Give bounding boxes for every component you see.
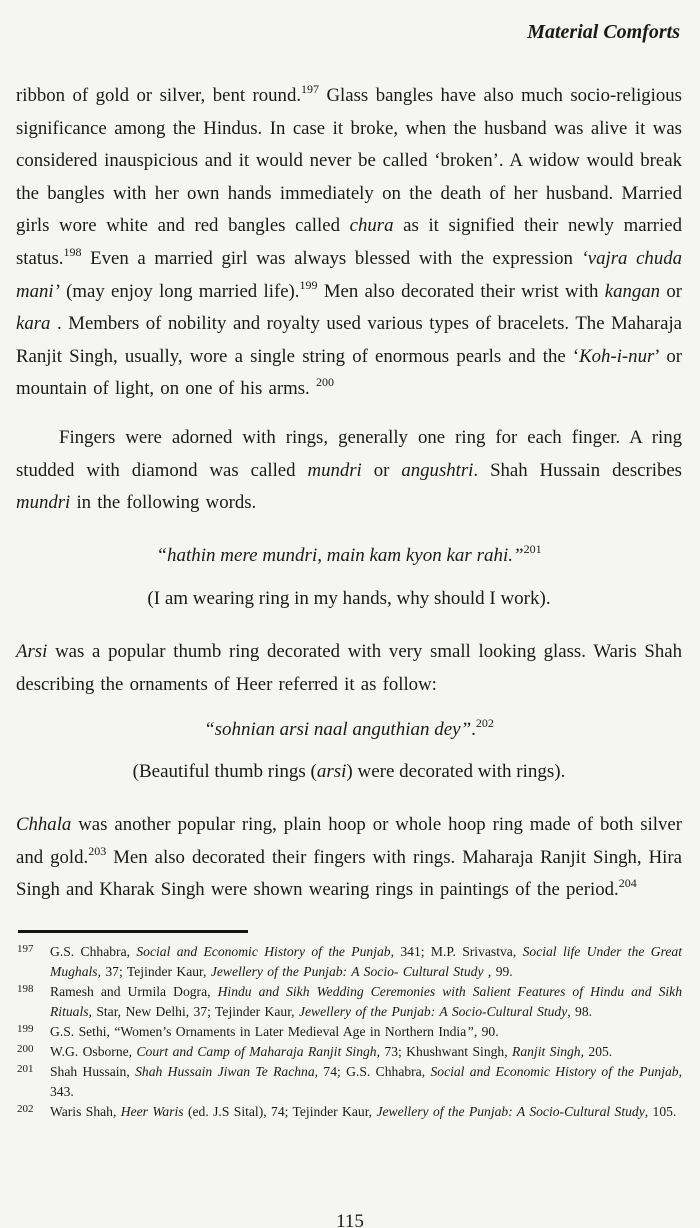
body-paragraph-arsi: Arsi was a popular thumb ring decorated with very small looking glass. Waris Shah describing the ornaments of Heer referred it as follow: — [16, 640, 682, 695]
footnote-item — [16, 942, 682, 982]
footnote-separator-rule — [18, 930, 248, 933]
footnote-text: Ramesh and Urmila Dogra, Hindu and Sikh Wedding Ceremonies with Salient Features of Hindu and Sikh Rituals, Star, New Delhi, 37; Tejinder Kaur, Jewellery of the Punjab: A Socio-Cultural Study, 98. — [50, 984, 683, 1020]
body-paragraph-bangles: ribbon of gold or silver, bent round.$^{197}$ Glass bangles have also much socio-religious significance among the Hindus. In case it broke, when the husband was alive it was considered inauspicious and it would never be called ‘broken’. A widow would break the bangles with her own hands immediately on the death of her husband. Married girls wore white and red bangles called chura as it signified their newly married status.$^{198}$ Even a married girl was always blessed with the expression ‘vajra chuda mani’ (may enjoy long married life).$^{199}$ Men also decorated their wrist with kangan or kara . Members of nobility and royalty used various types of bracelets. The Maharaja Ranjit Singh, usually, wore a single string of enormous pearls and the ‘Koh-i-nur’ or mountain of light, on one of his arms. $^{200}$ — [16, 82, 683, 400]
footnote-number: 200 — [17, 1043, 34, 1056]
page-content — [16, 0, 682, 1122]
footnote-text: G.S. Sethi, “Women’s Ornaments in Later Medieval Age in Northern India”, 90. — [50, 1024, 499, 1040]
verse-quote-mundri: “hathin mere mundri, main kam kyon kar rahi.”$^{201}$ — [156, 541, 542, 566]
footnote-text: Shah Hussain, Shah Hussain Jiwan Te Rachna, 74; G.S. Chhabra, Social and Economic History of the Punjab, 343. — [50, 1064, 682, 1100]
body-paragraph-rings: Fingers were adorned with rings, generally one ring for each finger. A ring studded with diamond was called mundri or angushtri. Shah Hussain describes mundri in the following words. — [16, 426, 682, 514]
footnote-number: 197 — [17, 943, 34, 956]
footnote-text: W.G. Osborne, Court and Camp of Maharaja Ranjit Singh, 73; Khushwant Singh, Ranjit Singh, 205. — [50, 1044, 613, 1060]
footnote-number: 201 — [17, 1063, 34, 1076]
footnote-number: 199 — [17, 1023, 34, 1036]
footnote-number: 202 — [17, 1103, 34, 1116]
quote-translation-arsi: (Beautiful thumb rings (arsi) were decorated with rings). — [132, 760, 566, 782]
footnote-item — [16, 1042, 682, 1062]
footnote-item — [16, 1022, 682, 1042]
footnote-number: 198 — [17, 983, 34, 996]
verse-quote-arsi: “sohnian arsi naal anguthian dey”.$^{202}$ — [204, 716, 494, 741]
body-paragraph-chhala: Chhala was another popular ring, plain hoop or whole hoop ring made of both silver and gold.$^{203}$ Men also decorated their fingers with rings. Maharaja Ranjit Singh, Hira Singh and Kharak Singh were shown wearing rings in paintings of the period.$^{204}$ — [16, 814, 682, 901]
footnote-item — [16, 982, 682, 1022]
footnote-item — [16, 1102, 682, 1122]
footnote-list — [16, 942, 682, 1122]
running-header: Material Comforts — [527, 21, 680, 43]
footnote-item — [16, 1062, 682, 1102]
quote-translation-mundri: (I am wearing ring in my hands, why should I work). — [147, 588, 551, 610]
footnote-text: Waris Shah, Heer Waris (ed. J.S Sital), 74; Tejinder Kaur, Jewellery of the Punjab: A Socio-Cultural Study, 105. — [50, 1104, 677, 1120]
page-number: 115 — [336, 1211, 364, 1228]
footnote-text: G.S. Chhabra, Social and Economic History of the Punjab, 341; M.P. Srivastva, Social life Under the Great Mughals, 37; Tejinder Kaur, Jewellery of the Punjab: A Socio- Cultural Study , 99. — [50, 944, 682, 980]
